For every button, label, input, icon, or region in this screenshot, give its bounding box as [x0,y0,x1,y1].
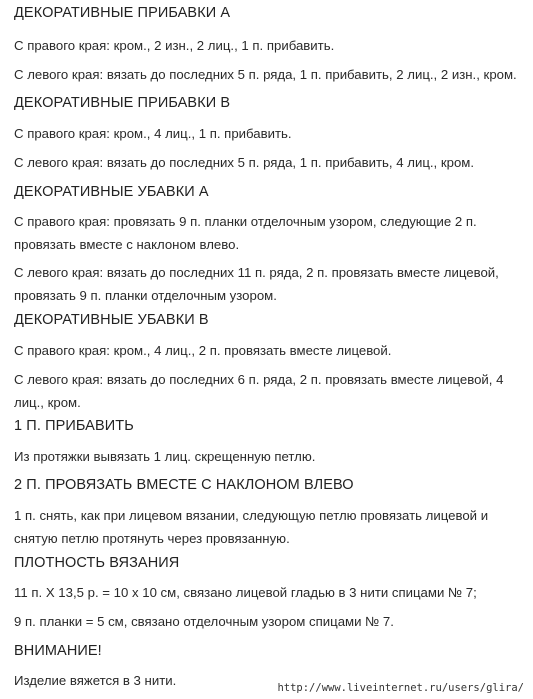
section-heading-decreases-b: ДЕКОРАТИВНЫЕ УБАВКИ В [14,312,209,328]
paragraph-decreases-a-right: С правого края: провязать 9 п. планки отделочным узором, следующие 2 п. провязать вместе с наклоном влево. [14,214,477,252]
paragraph-gauge-border: 9 п. планки = 5 см, связано отделочным узором спицами № 7. [14,614,394,629]
section-heading-increases-b: ДЕКОРАТИВНЫЕ ПРИБАВКИ В [14,95,231,111]
paragraph-gauge-stockinette: 11 п. Х 13,5 р. = 10 х 10 см, связано лицевой гладью в 3 нити спицами № 7; [14,585,477,600]
paragraph-decreases-b-left: С левого края: вязать до последних 6 п. ряда, 2 п. провязать вместе лицевой, 4 лиц., кром. [14,372,504,410]
section-heading-attention: ВНИМАНИЕ! [14,643,102,659]
paragraph-make-one: Из протяжки вывязать 1 лиц. скрещенную петлю. [14,449,316,464]
section-heading-gauge: ПЛОТНОСТЬ ВЯЗАНИЯ [14,555,180,571]
section-heading-increases-a: ДЕКОРАТИВНЫЕ ПРИБАВКИ А [14,5,231,21]
paragraph-increases-b-left: С левого края: вязать до последних 5 п. ряда, 1 п. прибавить, 4 лиц., кром. [14,155,475,170]
paragraph-k2tog-left: 1 п. снять, как при лицевом вязании, следующую петлю провязать лицевой и снятую петлю протянуть через провязанную. [14,508,489,546]
section-heading-decreases-a: ДЕКОРАТИВНЫЕ УБАВКИ А [14,184,209,200]
paragraph-decreases-b-right: С правого края: кром., 4 лиц., 2 п. провязать вместе лицевой. [14,343,392,358]
paragraph-increases-a-right: С правого края: кром., 2 изн., 2 лиц., 1 п. прибавить. [14,38,335,53]
paragraph-decreases-a-left: С левого края: вязать до последних 11 п. ряда, 2 п. провязать вместе лицевой, провязать 9 п. планки отделочным узором. [14,265,499,303]
paragraph-increases-a-left: С левого края: вязать до последних 5 п. ряда, 1 п. прибавить, 2 лиц., 2 изн., кром. [14,67,517,82]
section-heading-k2tog-left: 2 П. ПРОВЯЗАТЬ ВМЕСТЕ С НАКЛОНОМ ВЛЕВО [14,477,354,493]
paragraph-attention: Изделие вяжется в 3 нити. [14,673,177,688]
watermark-url: http://www.liveinternet.ru/users/glira/ [274,681,527,695]
paragraph-increases-b-right: С правого края: кром., 4 лиц., 1 п. прибавить. [14,126,292,141]
section-heading-make-one: 1 П. ПРИБАВИТЬ [14,418,134,434]
